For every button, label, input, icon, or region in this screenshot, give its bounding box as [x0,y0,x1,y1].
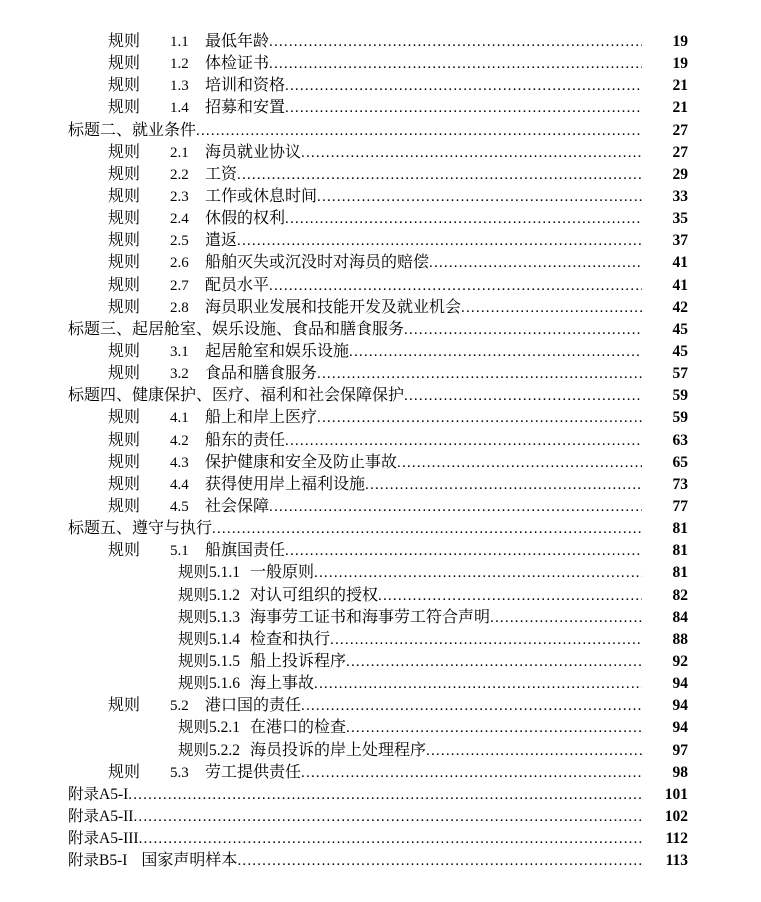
toc-entry-label: 附录A5-II [68,807,134,825]
toc-entry-title: 工作或休息时间 [205,187,318,205]
toc-entry [68,142,688,164]
toc-entry-number: 3.2 [170,366,189,383]
toc-entry-label: 规则 [108,697,141,715]
dot-leader-decoration [461,297,642,319]
toc-entry-label: 规则 [108,187,141,205]
toc-entry [68,806,688,828]
dot-leader-decoration [490,607,642,629]
toc-entry-number: 4.1 [170,410,189,427]
toc-entry-page: 41 [672,276,688,294]
toc-entry-page: 92 [672,652,688,670]
toc-entry-page: 102 [664,807,688,825]
toc-entry-page: 94 [672,719,688,737]
toc-entry-label: 规则5.2.2 [178,741,241,759]
toc-entry-title: 标题五、遵守与执行 [68,520,213,538]
dot-leader-decoration [269,275,642,297]
toc-entry [68,407,688,429]
toc-entry [68,385,688,407]
dot-leader-decoration [317,407,642,429]
toc-entry-title: 获得使用岸上福利设施 [205,475,366,493]
toc-entry-page: 41 [672,254,688,272]
toc-entry-number: 5.1 [170,543,189,560]
toc-entry-label: 规则 [108,298,141,316]
toc-entry-number: 3.1 [170,343,189,360]
toc-entry-label: 规则 [108,365,141,383]
toc-entry-page: 21 [672,99,688,117]
toc-entry-page: 94 [672,675,688,693]
toc-entry-label: 规则 [108,431,141,449]
toc-entry-title: 招募和安置 [205,99,286,117]
toc-entry [68,850,688,872]
dot-leader-decoration [429,252,642,274]
toc-entry-page: 94 [672,697,688,715]
toc-entry-page: 63 [672,431,688,449]
toc-entry-number: 5.3 [170,764,189,781]
toc-entry-page: 113 [665,852,688,870]
toc-entry-label: 规则5.1.3 [178,608,241,626]
toc-entry-title: 船东的责任 [205,431,286,449]
dot-leader-decoration [285,430,642,452]
toc-entry [68,585,688,607]
toc-entry-label: 规则 [108,33,141,50]
toc-entry-label: 规则5.1.1 [178,564,241,582]
toc-entry-label: 规则 [108,77,141,95]
toc-entry-number: 1.3 [170,78,189,95]
dot-leader-decoration [269,31,642,53]
toc-entry-page: 45 [672,342,688,360]
dot-leader-decoration [301,142,642,164]
toc-entry-label: 规则 [108,409,141,427]
toc-entry-title: 标题四、健康保护、医疗、福利和社会保障保护 [68,387,405,405]
dot-leader-decoration [314,562,642,584]
dot-leader-decoration [139,828,642,850]
toc-entry-label: 规则 [108,165,141,183]
toc-entry [68,186,688,208]
dot-leader-decoration [314,673,642,695]
toc-entry-title: 国家声明样本 [141,852,238,870]
toc-entry [68,31,688,53]
toc-entry-page: 29 [672,165,688,183]
toc-entry-page: 57 [672,365,688,383]
toc-entry-title: 检查和执行 [250,630,331,648]
toc-list [68,31,688,872]
toc-entry-label: 规则 [108,763,141,781]
toc-entry [68,75,688,97]
toc-entry-number: 1.2 [170,56,189,73]
toc-entry-title: 标题二、就业条件 [68,121,197,139]
toc-entry-page: 35 [672,210,688,228]
toc-entry-page: 82 [672,586,688,604]
toc-entry-page: 88 [672,630,688,648]
toc-entry-label: 规则5.1.6 [178,675,241,693]
toc-entry-page: 101 [664,785,688,803]
dot-leader-decoration [128,784,642,806]
toc-entry [68,252,688,274]
toc-entry-number: 2.2 [170,166,189,183]
toc-entry-page: 84 [672,608,688,626]
toc-entry [68,673,688,695]
toc-entry [68,540,688,562]
toc-entry-label: 规则5.1.2 [178,586,241,604]
toc-entry-title: 食品和膳食服务 [205,365,318,383]
toc-entry-label: 规则 [108,475,141,493]
toc-entry-label: 规则 [108,453,141,471]
toc-entry-title: 休假的权利 [205,210,286,228]
toc-entry-page: 81 [672,564,688,582]
toc-entry-label: 附录A5-I [68,785,129,803]
toc-entry [68,208,688,230]
toc-entry-label: 规则 [108,342,141,360]
toc-entry-title: 对认可组织的授权 [250,586,379,604]
dot-leader-decoration [285,540,642,562]
dot-leader-decoration [397,452,642,474]
toc-entry-number: 4.2 [170,432,189,449]
dot-leader-decoration [212,518,642,540]
toc-entry [68,629,688,651]
toc-entry-label: 规则 [108,276,141,294]
toc-entry-label: 规则5.1.4 [178,630,241,648]
dot-leader-decoration [237,164,642,186]
toc-entry-number: 2.5 [170,233,189,250]
dot-leader-decoration [330,629,642,651]
toc-entry-page: 33 [672,187,688,205]
toc-entry [68,297,688,319]
toc-entry [68,341,688,363]
toc-entry-number: 2.7 [170,277,189,294]
toc-entry-number: 2.1 [170,144,189,161]
dot-leader-decoration [426,740,642,762]
dot-leader-decoration [269,496,642,518]
toc-entry-page: 27 [672,121,688,139]
toc-entry-page: 81 [672,520,688,538]
toc-entry [68,452,688,474]
toc-entry-number: 1.4 [170,100,189,117]
toc-entry [68,230,688,252]
toc-entry [68,275,688,297]
toc-entry-title: 船旗国责任 [205,542,286,560]
toc-entry-title: 培训和资格 [205,77,286,95]
toc-entry-page: 98 [672,763,688,781]
toc-entry-title: 在港口的检查 [250,719,347,737]
toc-entry-title: 劳工提供责任 [205,763,302,781]
toc-entry [68,740,688,762]
dot-leader-decoration [317,186,642,208]
toc-entry-title: 遣返 [205,232,238,250]
toc-entry [68,518,688,540]
dot-leader-decoration [349,341,642,363]
toc-entry-title: 体检证书 [205,55,270,73]
dot-leader-decoration [237,230,642,252]
toc-entry-page: 59 [672,387,688,405]
toc-entry-label: 规则 [108,99,141,117]
toc-entry-page: 65 [672,453,688,471]
toc-entry-page: 19 [672,33,688,50]
toc-entry-number: 2.8 [170,299,189,316]
toc-entry [68,784,688,806]
toc-entry-title: 起居舱室和娱乐设施 [205,342,350,360]
dot-leader-decoration [301,695,642,717]
toc-entry-title: 船上投诉程序 [250,652,347,670]
toc-entry-title: 配员水平 [205,276,270,294]
toc-entry [68,97,688,119]
toc-entry-title: 最低年龄 [205,33,270,50]
dot-leader-decoration [404,385,642,407]
dot-leader-decoration [285,208,642,230]
toc-entry-title: 标题三、起居舱室、娱乐设施、食品和膳食服务 [68,320,405,338]
toc-entry [68,651,688,673]
toc-entry-title: 一般原则 [250,564,315,582]
toc-entry [68,828,688,850]
toc-entry-label: 附录A5-III [68,830,139,848]
toc-entry-label: 规则 [108,55,141,73]
toc-entry-page: 77 [672,497,688,515]
toc-entry-label: 规则 [108,542,141,560]
toc-entry-title: 社会保障 [205,497,270,515]
toc-entry-number: 2.6 [170,255,189,272]
toc-entry-label: 规则5.1.5 [178,652,241,670]
dot-leader-decoration [378,585,642,607]
toc-entry-page: 21 [672,77,688,95]
toc-entry-page: 19 [672,55,688,73]
toc-entry [68,717,688,739]
toc-entry-label: 规则 [108,210,141,228]
toc-entry-number: 5.2 [170,698,189,715]
toc-entry-page: 37 [672,232,688,250]
toc-entry [68,562,688,584]
toc-entry-number: 4.3 [170,454,189,471]
toc-entry [68,363,688,385]
toc-entry-page: 27 [672,143,688,161]
toc-entry-title: 船上和岸上医疗 [205,409,318,427]
toc-entry [68,762,688,784]
toc-entry-number: 4.5 [170,498,189,515]
toc-entry [68,164,688,186]
dot-leader-decoration [133,806,642,828]
dot-leader-decoration [346,651,642,673]
toc-entry-title: 海事劳工证书和海事劳工符合声明 [250,608,491,626]
toc-entry [68,474,688,496]
toc-entry-title: 海上事故 [250,675,315,693]
dot-leader-decoration [404,319,642,341]
dot-leader-decoration [301,762,642,784]
dot-leader-decoration [237,850,642,872]
toc-entry-page: 59 [672,409,688,427]
toc-entry-title: 保护健康和安全及防止事故 [205,453,398,471]
toc-entry-page: 97 [672,741,688,759]
toc-entry-page: 45 [672,320,688,338]
toc-entry-title: 港口国的责任 [205,697,302,715]
toc-entry-title: 海员就业协议 [205,143,302,161]
dot-leader-decoration [269,53,642,75]
dot-leader-decoration [196,120,642,142]
toc-entry-label: 规则 [108,232,141,250]
toc-entry-title: 海员职业发展和技能开发及就业机会 [205,298,462,316]
toc-entry [68,120,688,142]
toc-entry [68,607,688,629]
toc-entry-number: 2.4 [170,211,189,228]
toc-entry-page: 112 [665,830,688,848]
dot-leader-decoration [365,474,642,496]
toc-entry-label: 规则 [108,497,141,515]
toc-entry [68,430,688,452]
toc-entry-number: 2.3 [170,188,189,205]
dot-leader-decoration [285,75,642,97]
toc-entry-number: 4.4 [170,476,189,493]
toc-entry-title: 船舶灭失或沉没时对海员的赔偿 [205,254,430,272]
dot-leader-decoration [317,363,642,385]
toc-entry [68,53,688,75]
toc-entry-page: 73 [672,475,688,493]
dot-leader-decoration [346,717,642,739]
toc-entry [68,695,688,717]
toc-entry-title: 工资 [205,165,238,183]
toc-entry [68,496,688,518]
toc-entry-label: 附录B5-I [68,852,128,870]
dot-leader-decoration [285,97,642,119]
toc-entry-number: 1.1 [170,34,189,50]
toc-entry [68,319,688,341]
toc-entry-label: 规则5.2.1 [178,719,241,737]
toc-entry-label: 规则 [108,143,141,161]
toc-entry-title: 海员投诉的岸上处理程序 [250,741,427,759]
toc-entry-page: 81 [672,542,688,560]
toc-entry-label: 规则 [108,254,141,272]
toc-entry-page: 42 [672,298,688,316]
